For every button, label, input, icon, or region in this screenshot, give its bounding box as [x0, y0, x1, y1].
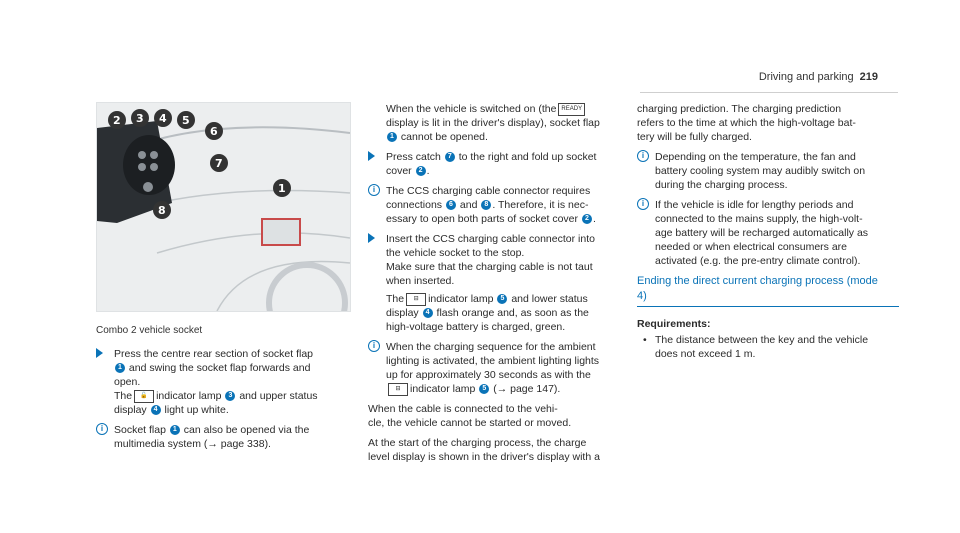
badge-2: 2 — [582, 214, 592, 224]
svg-text:6: 6 — [210, 125, 218, 138]
step-open-flap: Press the centre rear section of socket flap 1 and swing the socket flap forwards and open. The 🔓 indicator lamp 3 and upper status display 4 light up white. — [96, 347, 351, 417]
paragraph-charge-level: At the start of the charging process, the charge level display is shown in the driver's display with a — [368, 437, 600, 463]
page-header — [759, 70, 878, 84]
paragraph-charging-prediction: charging prediction. The charging prediction refers to the time at which the high-voltage bat- tery will be fully charged. — [637, 103, 856, 143]
badge-1: 1 — [115, 363, 125, 373]
page-link[interactable]: multimedia system (→ page 338). — [114, 438, 271, 450]
svg-text:5: 5 — [182, 114, 190, 127]
svg-text:4: 4 — [159, 112, 167, 125]
step-insert-connector: Insert the CCS charging cable connector into the vehicle socket to the stop. Make sure that the charging cable is not taut when inserted. The ⊟ indicator lamp 5 and lower status display 4 flash orange and, as soon as the high-voltage battery is charged, green. — [368, 232, 623, 334]
column-1 — [96, 347, 351, 457]
callout-2 — [108, 111, 126, 129]
badge-5: 5 — [497, 294, 507, 304]
badge-7: 7 — [445, 152, 455, 162]
charging-indicator-icon: ⊟ — [406, 293, 426, 306]
callout-7 — [210, 154, 228, 172]
step-arrow-icon — [368, 151, 375, 161]
intro-paragraph: When the vehicle is switched on (the READY display is lit in the driver's display), socket flap 1 cannot be opened. — [386, 103, 600, 143]
column-2 — [368, 102, 623, 470]
header-divider — [640, 92, 898, 93]
vehicle-socket-illustration — [97, 103, 350, 311]
badge-1: 1 — [170, 425, 180, 435]
info-icon: i — [637, 150, 649, 162]
bullet-icon: • — [643, 334, 647, 346]
svg-text:1: 1 — [278, 182, 286, 195]
vehicle-socket-figure — [96, 102, 351, 312]
info-icon: i — [368, 184, 380, 196]
header-title: Driving and parking — [758, 71, 854, 83]
paragraph-cable-connected: When the cable is connected to the vehi- cle, the vehicle cannot be started or moved. — [368, 403, 572, 429]
badge-3: 3 — [225, 391, 235, 401]
step-arrow-icon — [96, 348, 103, 358]
callout-5 — [177, 111, 195, 129]
info-icon: i — [368, 340, 380, 352]
note-temperature: i Depending on the temperature, the fan and battery cooling system may audibly switch on during the charging process. — [637, 150, 899, 192]
note-ambient-lighting: i When the charging sequence for the ambient lighting is activated, the ambient lighting lights up for approximately 30 seconds as with the ⊟ indicator lamp 5 (→ page 147). — [368, 340, 623, 396]
step-press-catch: Press catch 7 to the right and fold up socket cover 2 . — [368, 150, 623, 178]
section-title: Ending the direct current charging process (mode 4) — [637, 274, 899, 307]
step-arrow-icon — [368, 233, 375, 243]
column-3 — [637, 102, 899, 361]
note-ccs: i The CCS charging cable connector requires connections 6 and 8 . Therefore, it is nec- essary to open both parts of socket cover 2 . — [368, 184, 623, 226]
badge-6: 6 — [446, 200, 456, 210]
badge-2: 2 — [416, 166, 426, 176]
badge-1: 1 — [387, 132, 397, 142]
requirements-heading: Requirements: — [637, 318, 711, 330]
charging-indicator-icon: ⊟ — [388, 383, 408, 396]
note-multimedia: i Socket flap 1 can also be opened via the multimedia system (→ page 338). — [96, 423, 351, 451]
badge-5: 5 — [479, 384, 489, 394]
requirement-item: • The distance between the key and the vehicle does not exceed 1 m. — [643, 334, 869, 360]
note-idle: i If the vehicle is idle for lengthy periods and connected to the mains supply, the high-volt- age battery will be recharged automatically as needed or when electrical consumers are activated (e.g. the pre-entry climate control). — [637, 198, 899, 268]
badge-4: 4 — [151, 405, 161, 415]
callout-4 — [154, 109, 172, 127]
callout-1 — [273, 179, 291, 197]
page-number: 219 — [859, 71, 878, 83]
figure-caption: Combo 2 vehicle socket — [96, 325, 203, 336]
badge-8: 8 — [481, 200, 491, 210]
unlock-indicator-icon: 🔓 — [134, 390, 154, 403]
ready-indicator-icon: READY — [558, 103, 585, 116]
svg-text:7: 7 — [215, 157, 223, 170]
svg-text:2: 2 — [113, 114, 121, 127]
callout-8 — [153, 201, 171, 219]
info-icon: i — [637, 198, 649, 210]
callout-6 — [205, 122, 223, 140]
svg-text:8: 8 — [158, 204, 166, 217]
badge-4: 4 — [423, 308, 433, 318]
info-icon: i — [96, 423, 108, 435]
svg-text:3: 3 — [136, 112, 144, 125]
page-link[interactable]: (→ page 147). — [493, 383, 561, 395]
callout-3 — [131, 109, 149, 127]
